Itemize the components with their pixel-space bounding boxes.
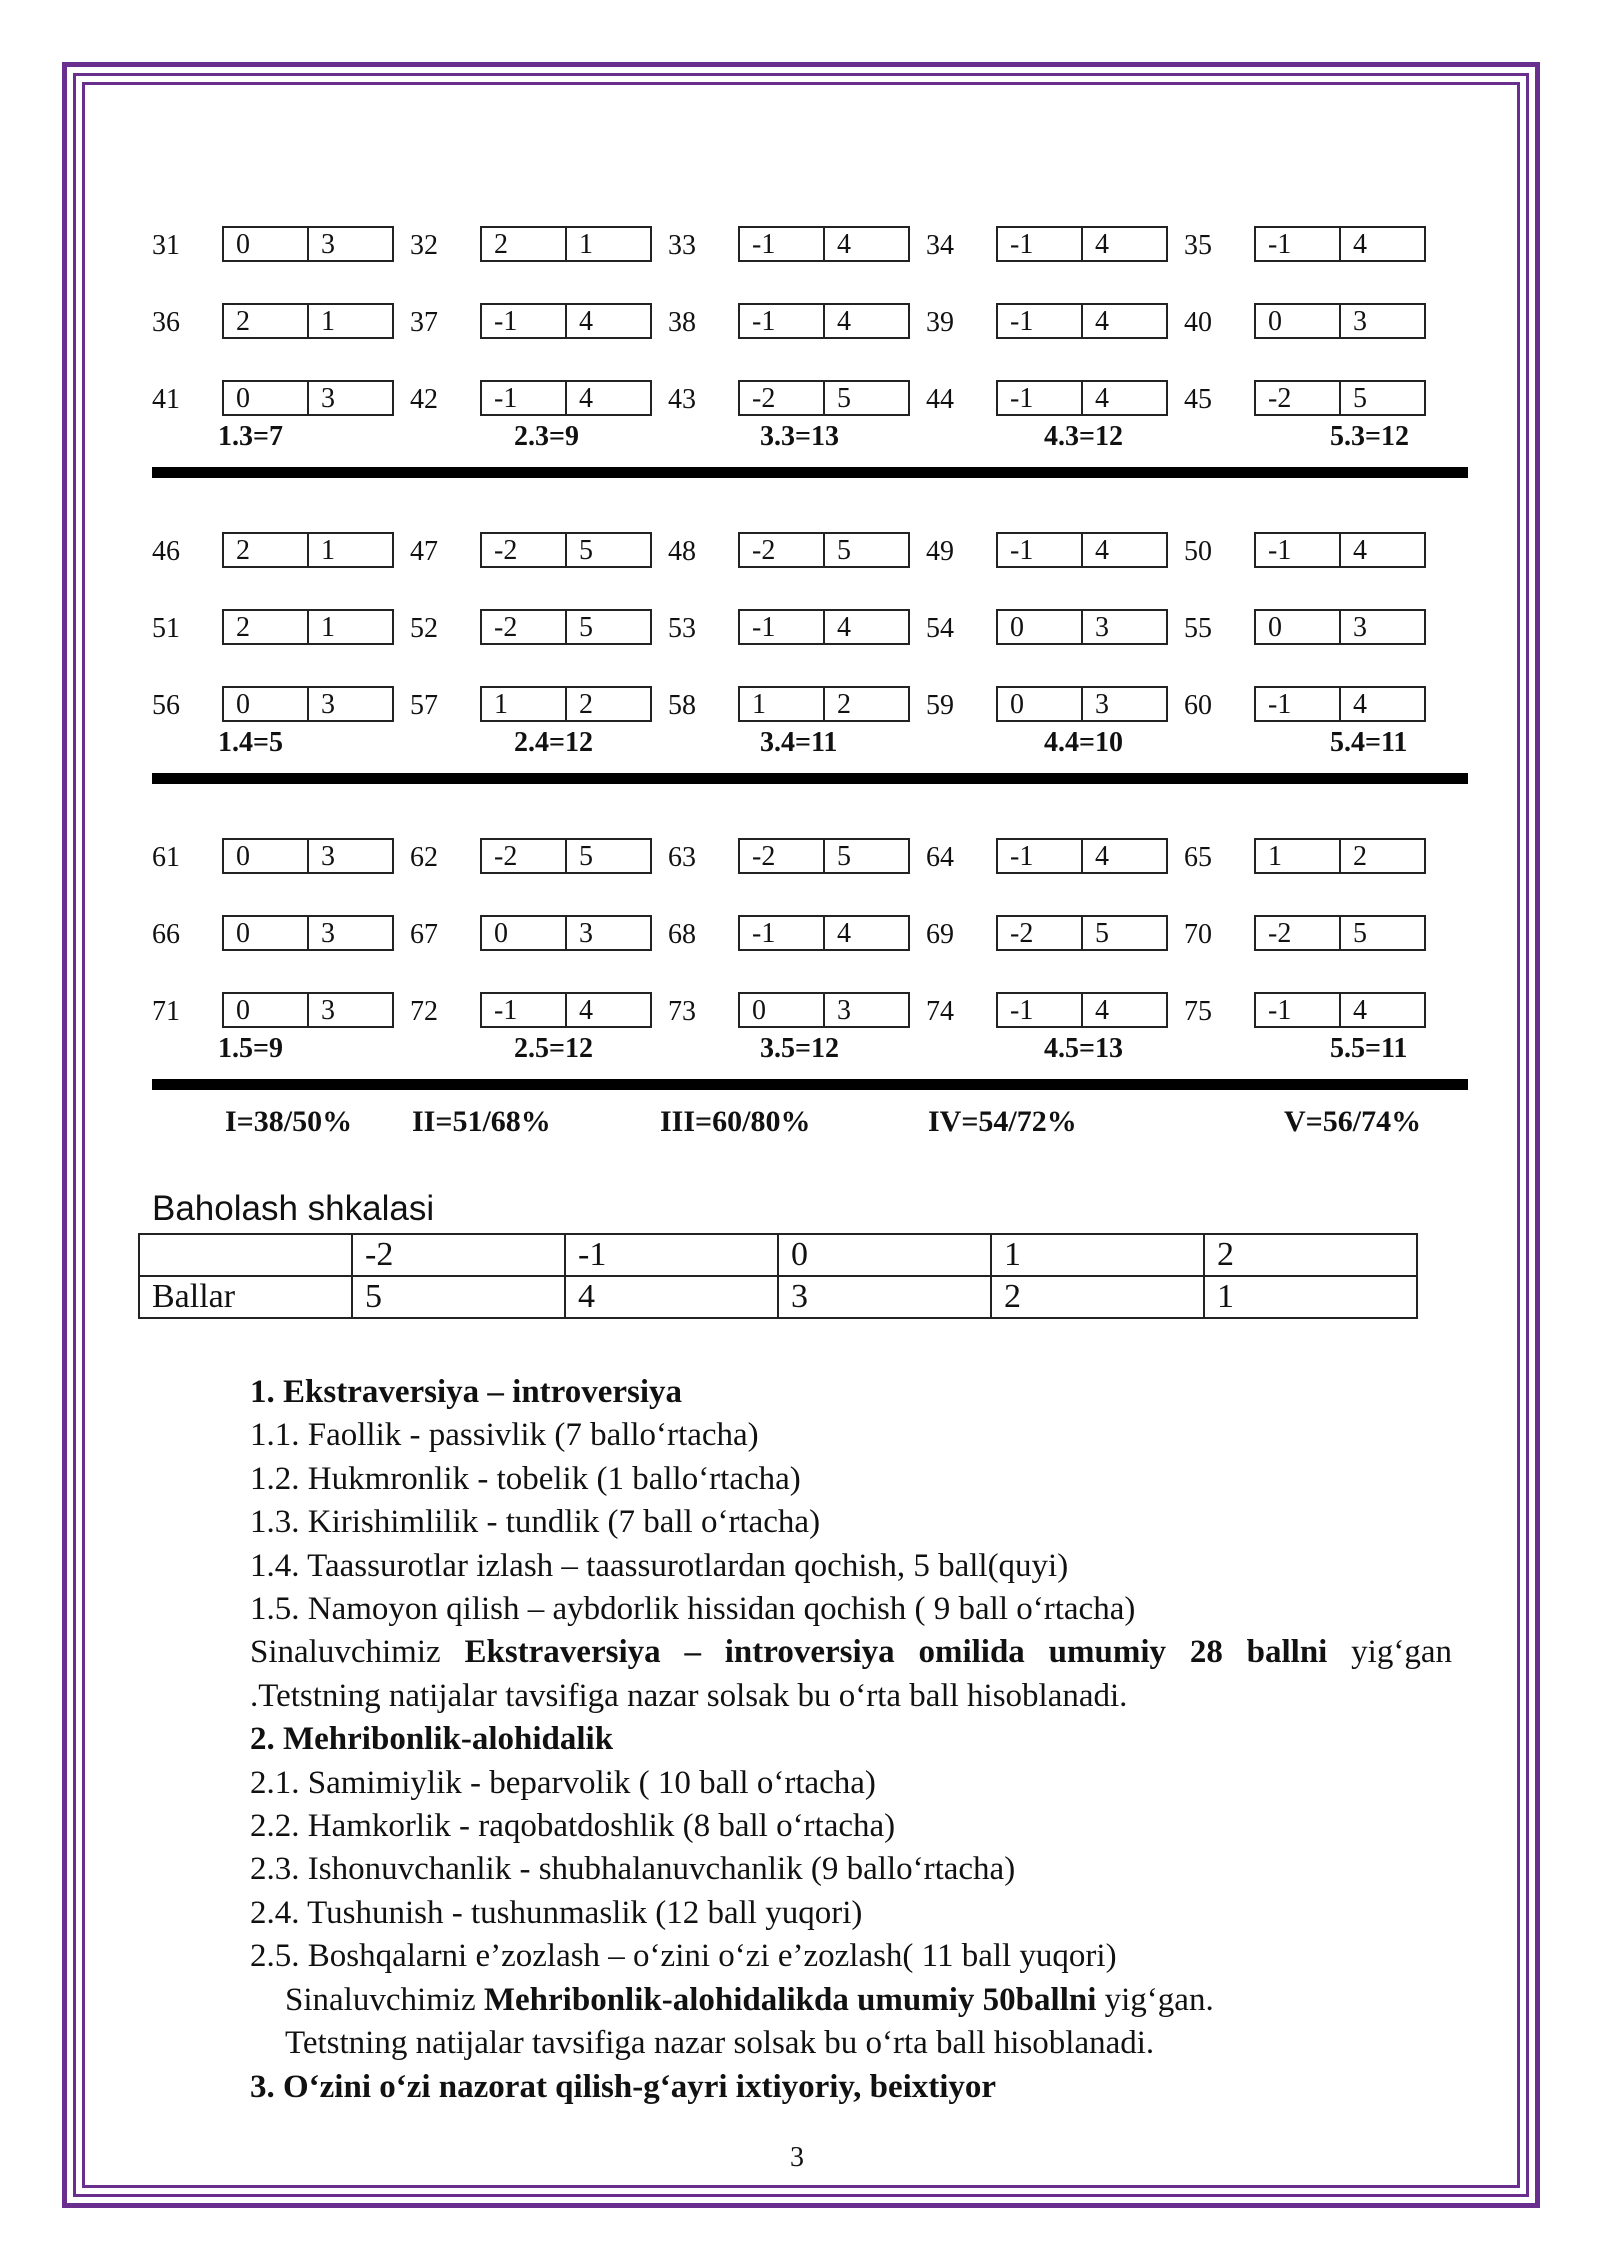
summary-bold-text: Ekstraversiya – introversiya omilida umumiy 28 ballni [464,1634,1328,1671]
question-number: 61 [152,842,180,873]
question-number: 54 [926,613,954,644]
scale-cell: 2 [991,1276,1204,1318]
question-number: 41 [152,384,180,415]
question-number: 33 [668,230,696,261]
raw-score: -1 [494,306,518,337]
question-number: 50 [1184,536,1212,567]
question-number: 67 [410,919,438,950]
points-score: 3 [307,688,392,720]
score-pair-box [1254,915,1426,951]
question-number: 64 [926,842,954,873]
raw-score: -1 [494,383,518,414]
question-number: 32 [410,230,438,261]
scale-cell: 5 [352,1276,565,1318]
total-ii: II=51/68% [412,1105,551,1138]
points-score: 4 [1339,228,1424,260]
score-pair-box [222,915,394,951]
summary-paragraph-2 [250,1979,1450,2022]
score-pair-box [996,380,1168,416]
question-number: 74 [926,996,954,1027]
raw-score: 2 [494,229,508,260]
interpretation-text [250,1371,1450,2109]
subscale-sum: 4.4=10 [1044,727,1123,758]
question-number: 39 [926,307,954,338]
points-score: 4 [1081,994,1166,1026]
score-pair-box [222,380,394,416]
raw-score: -1 [1268,689,1292,720]
scale-cell: -1 [565,1234,778,1276]
question-number: 35 [1184,230,1212,261]
score-pair-box [996,609,1168,645]
question-number: 56 [152,690,180,721]
subscale-line: 1.1. Faollik - passivlik (7 ballo‘rtacha) [250,1417,759,1454]
raw-score: 2 [236,535,250,566]
question-number: 62 [410,842,438,873]
scale-cell [139,1234,352,1276]
subscale-sum: 5.4=11 [1330,727,1408,758]
points-score: 4 [1339,994,1424,1026]
raw-score: -2 [1268,383,1292,414]
scale-cell: 2 [1204,1234,1417,1276]
score-pair-box [996,226,1168,262]
score-pair-box [738,226,910,262]
question-number: 43 [668,384,696,415]
points-score: 5 [823,534,908,566]
score-pair-box [480,609,652,645]
raw-score: -1 [752,612,776,643]
points-score: 3 [307,917,392,949]
raw-score: -2 [752,383,776,414]
question-number: 71 [152,996,180,1027]
scale-cell: 3 [778,1276,991,1318]
points-score: 4 [1081,382,1166,414]
score-pair-box [996,303,1168,339]
raw-score: -2 [1010,918,1034,949]
question-number: 36 [152,307,180,338]
summary-text: Sinaluvchimiz [285,1981,484,2018]
summary-text: yig‘gan .Tetstning natijalar tavsifiga nazar solsak bu o‘rta ball hisoblanadi. [250,1634,1452,1714]
question-number: 37 [410,307,438,338]
points-score: 4 [565,382,650,414]
raw-score: -1 [1010,841,1034,872]
raw-score: 0 [494,918,508,949]
score-pair-box [738,380,910,416]
question-number: 44 [926,384,954,415]
score-pair-box [996,992,1168,1028]
raw-score: -1 [494,995,518,1026]
subscale-sum: 3.4=11 [760,727,838,758]
score-pair-box [1254,609,1426,645]
score-pair-box [222,303,394,339]
points-score: 4 [1081,228,1166,260]
section-divider [152,773,1468,784]
question-number: 72 [410,996,438,1027]
raw-score: 2 [236,306,250,337]
question-number: 51 [152,613,180,644]
question-number: 75 [1184,996,1212,1027]
raw-score: -2 [1268,918,1292,949]
points-score: 5 [1339,382,1424,414]
raw-score: -1 [1010,306,1034,337]
raw-score: -1 [1010,535,1034,566]
raw-score: -1 [1268,535,1292,566]
raw-score: 0 [1268,612,1282,643]
score-pair-box [480,992,652,1028]
summary-text: Sinaluvchimiz [250,1634,465,1671]
raw-score: 0 [236,841,250,872]
section-divider [152,467,1468,478]
points-score: 3 [307,228,392,260]
raw-score: -1 [1010,229,1034,260]
score-pair-box [480,915,652,951]
raw-score: 1 [752,689,766,720]
raw-score: -2 [494,841,518,872]
score-pair-box [1254,686,1426,722]
subscale-sum: 2.3=9 [514,421,579,452]
question-number: 69 [926,919,954,950]
raw-score: -1 [1010,995,1034,1026]
total-iv: IV=54/72% [928,1105,1077,1138]
score-pair-box [1254,532,1426,568]
subscale-sum: 5.3=12 [1330,421,1409,452]
raw-score: 0 [236,383,250,414]
raw-score: -1 [1268,995,1292,1026]
score-pair-box [1254,992,1426,1028]
question-number: 53 [668,613,696,644]
question-number: 63 [668,842,696,873]
score-pair-box [738,532,910,568]
points-score: 5 [1081,917,1166,949]
subscale-line: 2.2. Hamkorlik - raqobatdoshlik (8 ball o‘rtacha) [250,1808,896,1845]
score-pair-box [480,226,652,262]
points-score: 3 [307,994,392,1026]
total-v: V=56/74% [1284,1105,1422,1138]
points-score: 4 [565,305,650,337]
scale-header-row [139,1234,1417,1276]
score-pair-box [222,838,394,874]
score-pair-box [222,992,394,1028]
points-score: 4 [1081,305,1166,337]
score-pair-box [480,838,652,874]
raw-score: -1 [752,229,776,260]
raw-score: 0 [236,689,250,720]
question-number: 57 [410,690,438,721]
raw-score: 1 [1268,841,1282,872]
question-number: 46 [152,536,180,567]
question-number: 38 [668,307,696,338]
subscale-sum: 3.3=13 [760,421,839,452]
scale-cell: 1 [1204,1276,1417,1318]
score-pair-box [480,380,652,416]
raw-score: 0 [1010,612,1024,643]
raw-score: 0 [1268,306,1282,337]
scale-ballar-row [139,1276,1417,1318]
score-pair-box [738,838,910,874]
subscale-sum: 4.3=12 [1044,421,1123,452]
raw-score: 0 [752,995,766,1026]
question-number: 45 [1184,384,1212,415]
raw-score: 0 [236,995,250,1026]
summary-paragraph-1 [250,1631,1452,1718]
raw-score: 0 [236,229,250,260]
summary-text: yig‘gan. [1096,1981,1214,2018]
scale-cell: 4 [565,1276,778,1318]
subscale-line: 2.3. Ishonuvchanlik - shubhalanuvchanlik (9 ballo‘rtacha) [250,1851,1016,1888]
score-pair-box [996,686,1168,722]
points-score: 3 [1081,688,1166,720]
score-pair-box [222,686,394,722]
score-pair-box [222,226,394,262]
question-number: 73 [668,996,696,1027]
question-number: 59 [926,690,954,721]
raw-score: -2 [752,841,776,872]
section-heading-3: 3. O‘zini o‘zi nazorat qilish-g‘ayri ixtiyoriy, beixtiyor [250,2068,997,2105]
points-score: 2 [1339,840,1424,872]
points-score: 4 [823,611,908,643]
subscale-line: 1.4. Taassurotlar izlash – taassurotlardan qochish, 5 ball(quyi) [250,1547,1069,1584]
points-score: 4 [565,994,650,1026]
points-score: 5 [565,840,650,872]
question-number: 40 [1184,307,1212,338]
raw-score: -2 [494,535,518,566]
score-pair-box [738,992,910,1028]
subscale-sum: 2.5=12 [514,1033,593,1064]
score-pair-box [1254,303,1426,339]
question-number: 49 [926,536,954,567]
points-score: 1 [307,305,392,337]
subscale-line: 2.5. Boshqalarni e’zozlash – o‘zini o‘zi e’zozlash( 11 ball yuqori) [250,1938,1117,1975]
raw-score: -1 [752,306,776,337]
score-pair-box [480,532,652,568]
question-number: 58 [668,690,696,721]
points-score: 4 [1339,688,1424,720]
subscale-sum: 3.5=12 [760,1033,839,1064]
question-number: 68 [668,919,696,950]
points-score: 3 [823,994,908,1026]
scale-table [138,1233,1418,1319]
raw-score: 0 [1010,689,1024,720]
points-score: 5 [1339,917,1424,949]
score-pair-box [480,686,652,722]
points-score: 3 [307,840,392,872]
points-score: 5 [565,534,650,566]
points-score: 4 [823,917,908,949]
raw-score: -1 [752,918,776,949]
subscale-sum: 1.5=9 [218,1033,283,1064]
points-score: 2 [823,688,908,720]
question-number: 31 [152,230,180,261]
points-score: 4 [823,305,908,337]
subscale-sum: 1.3=7 [218,421,283,452]
points-score: 2 [565,688,650,720]
score-pair-box [1254,226,1426,262]
raw-score: -1 [1010,383,1034,414]
score-pair-box [1254,838,1426,874]
subscale-line: 1.3. Kirishimlilik - tundlik (7 ball o‘rtacha) [250,1504,821,1541]
question-number: 42 [410,384,438,415]
question-number: 66 [152,919,180,950]
section-heading-2: 2. Mehribonlik-alohidalik [250,1721,614,1758]
points-score: 4 [823,228,908,260]
points-score: 4 [1081,840,1166,872]
score-pair-box [996,915,1168,951]
scale-cell: Ballar [139,1276,352,1318]
points-score: 3 [307,382,392,414]
raw-score: -2 [494,612,518,643]
score-pair-box [738,609,910,645]
question-number: 34 [926,230,954,261]
question-number: 52 [410,613,438,644]
score-pair-box [996,838,1168,874]
question-number: 65 [1184,842,1212,873]
total-i: I=38/50% [225,1105,353,1138]
score-pair-box [222,532,394,568]
points-score: 1 [565,228,650,260]
summary-paragraph-2-line2: Tetstning natijalar tavsifiga nazar solsak bu o‘rta ball hisoblanadi. [285,2025,1155,2062]
raw-score: 2 [236,612,250,643]
scale-cell: 0 [778,1234,991,1276]
points-score: 5 [823,382,908,414]
raw-score: 1 [494,689,508,720]
question-number: 70 [1184,919,1212,950]
score-pair-box [1254,380,1426,416]
question-number: 60 [1184,690,1212,721]
score-pair-box [996,532,1168,568]
points-score: 5 [565,611,650,643]
score-pair-box [738,686,910,722]
points-score: 1 [307,534,392,566]
subscale-line: 1.5. Namoyon qilish – aybdorlik hissidan qochish ( 9 ball o‘rtacha) [250,1591,1136,1628]
score-pair-box [480,303,652,339]
subscale-line: 2.4. Tushunish - tushunmaslik (12 ball yuqori) [250,1894,863,1931]
raw-score: 0 [236,918,250,949]
page-number: 3 [790,2142,804,2173]
section-heading-1: 1. Ekstraversiya – introversiya [250,1374,683,1410]
points-score: 1 [307,611,392,643]
question-number: 47 [410,536,438,567]
score-pair-box [738,915,910,951]
summary-bold-text: Mehribonlik-alohidalikda umumiy 50ballni [483,1981,1097,2018]
raw-score: -1 [1268,229,1292,260]
subscale-line: 1.2. Hukmronlik - tobelik (1 ballo‘rtacha) [250,1460,801,1497]
question-number: 55 [1184,613,1212,644]
subscale-sum: 2.4=12 [514,727,593,758]
raw-score: -2 [752,535,776,566]
points-score: 3 [565,917,650,949]
scale-cell: -2 [352,1234,565,1276]
subscale-sum: 4.5=13 [1044,1033,1123,1064]
section-divider [152,1079,1468,1090]
points-score: 4 [1081,534,1166,566]
question-number: 48 [668,536,696,567]
score-pair-box [738,303,910,339]
points-score: 4 [1339,534,1424,566]
subscale-line: 2.1. Samimiylik - beparvolik ( 10 ball o‘rtacha) [250,1764,876,1801]
points-score: 3 [1081,611,1166,643]
points-score: 3 [1339,305,1424,337]
scale-cell: 1 [991,1234,1204,1276]
points-score: 5 [823,840,908,872]
subscale-sum: 5.5=11 [1330,1033,1408,1064]
subscale-sum: 1.4=5 [218,727,283,758]
total-iii: III=60/80% [660,1105,811,1138]
points-score: 3 [1339,611,1424,643]
score-pair-box [222,609,394,645]
scale-title: Baholash shkalasi [152,1189,435,1228]
